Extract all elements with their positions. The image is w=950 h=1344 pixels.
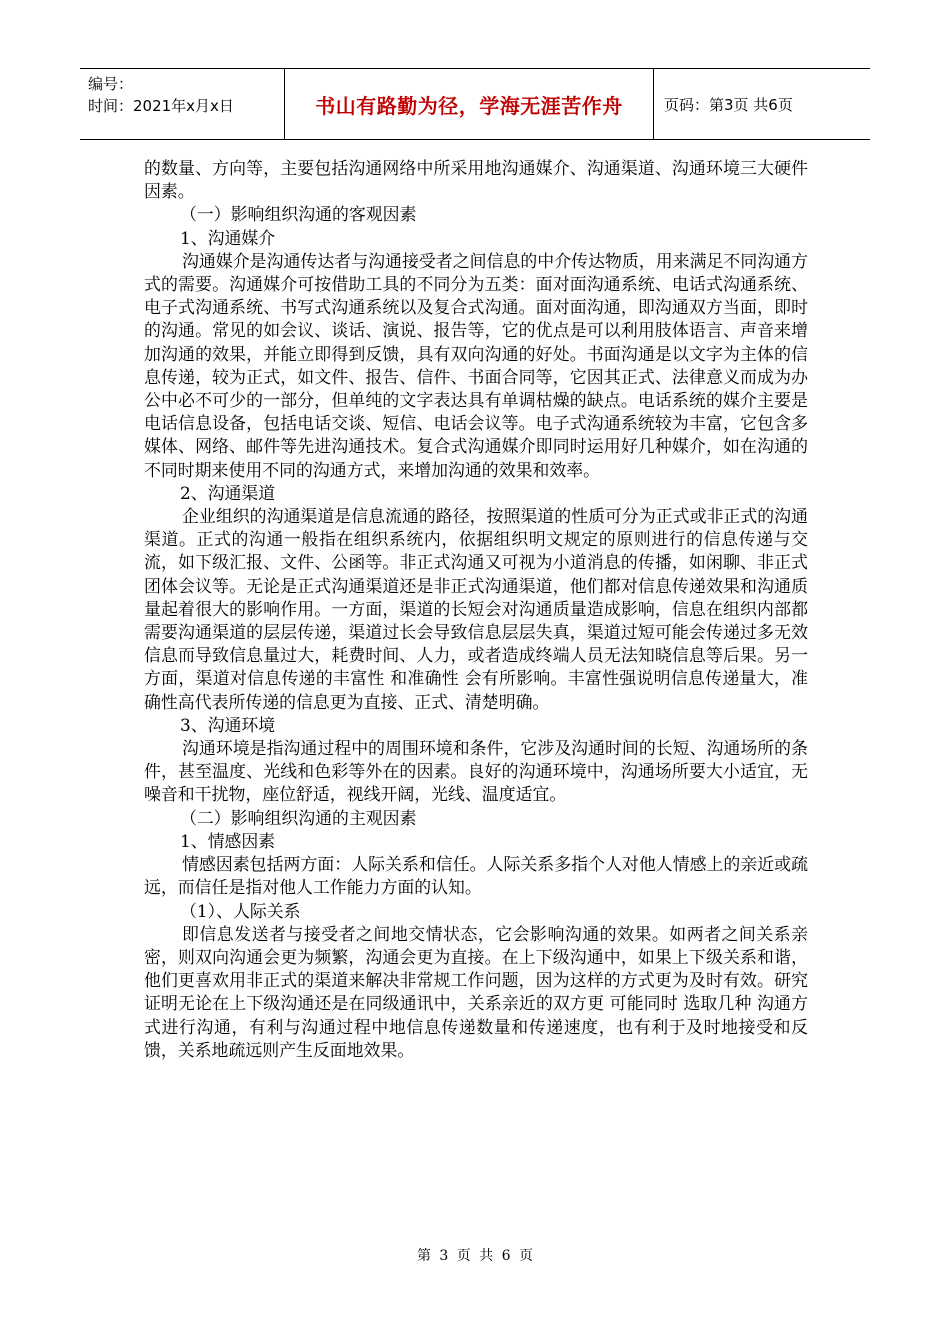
section-heading: （1）、人际关系 [180,900,301,921]
paragraph: 情感因素包括两方面：人际关系和信任。人际关系多指个人对他人情感上的亲近或疏远，而信任是指对他人工作能力方面的认知。 [144,854,808,898]
section-heading: 2、沟通渠道 [180,482,276,503]
paragraph: 企业组织的沟通渠道是信息流通的路径，按照渠道的性质可分为正式或非正式的沟通渠道。正式的沟通一般指在组织系统内，依据组织明文规定的原则进行的信息传递与交流，如下级汇报、文件、公函等。非正式沟通又可视为小道消息的传播，如闲聊、非正式团体会议等。无论是正式沟通渠道还是非正式沟通渠道，他们都对信息传递效果和沟通质量起着很大的影响作用。一方面，渠道的长短会对沟通质量造成影响，信息在组织内部都需要沟通渠道的层层传递，渠道过长会导致信息层层失真，渠道过短可能会传递过多无效信息而导致信息量过大，耗费时间、人力，或者造成终端人员无法知晓信息等后果。另一方面，渠道对信息传递的丰富性 和准确性 会有所影响。丰富性强说明信息传递量大，准确性高代表所传递的信息更为直接、正式、清楚明确。 [144,506,808,712]
document-date-label: 时间：2021年x月x日 [88,97,234,115]
paragraph: 的数量、方向等，主要包括沟通网络中所采用地沟通媒介、沟通渠道、沟通环境三大硬件因素。 [144,158,808,202]
document-body [144,157,808,1062]
page-footer: 第 3 页 共 6 页 [416,1248,534,1264]
header-page-info: 页码：第3页 共6页 [664,95,793,114]
document-number-label: 编号： [88,75,134,93]
section-heading: 1、沟通媒介 [180,227,276,248]
section-heading: （一）影响组织沟通的客观因素 [180,204,417,225]
paragraph: 沟通环境是指沟通过程中的周围环境和条件，它涉及沟通时间的长短、沟通场所的条件，甚至温度、光线和色彩等外在的因素。良好的沟通环境中，沟通场所要大小适宜，无噪音和干扰物，座位舒适，视线开阔，光线、温度适宜。 [144,738,808,805]
section-heading: （二）影响组织沟通的主观因素 [180,807,417,828]
paragraph: 即信息发送者与接受者之间地交情状态，它会影响沟通的效果。如两者之间关系亲密，则双向沟通会更为频繁，沟通会更为直接。在上下级沟通中，如果上下级关系和谐，他们更喜欢用非正式的渠道来解决非常规工作问题，因为这样的方式更为及时有效。研究证明无论在上下级沟通还是在同级通讯中，关系亲近的双方更 可能同时 选取几种 沟通方式进行沟通，有利与沟通过程中地信息传递数量和传递速度，也有利于及时地接受和反馈，关系地疏远则产生反面地效果。 [144,923,808,1060]
paragraph: 沟通媒介是沟通传达者与沟通接受者之间信息的中介传达物质，用来满足不同沟通方式的需要。沟通媒介可按借助工具的不同分为五类：面对面沟通系统、电话式沟通系统、电子式沟通系统、书写式沟通系统以及复合式沟通。面对面沟通，即沟通双方当面，即时的沟通。常见的如会议、谈话、演说、报告等，它的优点是可以利用肢体语言、声音来增加沟通的效果，并能立即得到反馈，具有双向沟通的好处。书面沟通是以文字为主体的信息传递，较为正式，如文件、报告、信件、书面合同等，它因其正式、法律意义而成为办公中必不可少的一部分，但单纯的文字表达具有单调枯燥的缺点。电话系统的媒介主要是电话信息设备，包括电话交谈、短信、电话会议等。电子式沟通系统较为丰富，它包含多媒体、网络、邮件等先进沟通技术。复合式沟通媒介即同时运用好几种媒介，如在沟通的不同时期来使用不同的沟通方式，来增加沟通的效果和效率。 [144,250,808,480]
section-heading: 3、沟通环境 [180,714,276,735]
header-meta [80,69,284,139]
page-header [80,68,870,140]
header-motto: 书山有路勤为径，学海无涯苦作舟 [284,69,654,139]
section-heading: 1、情感因素 [180,830,276,851]
